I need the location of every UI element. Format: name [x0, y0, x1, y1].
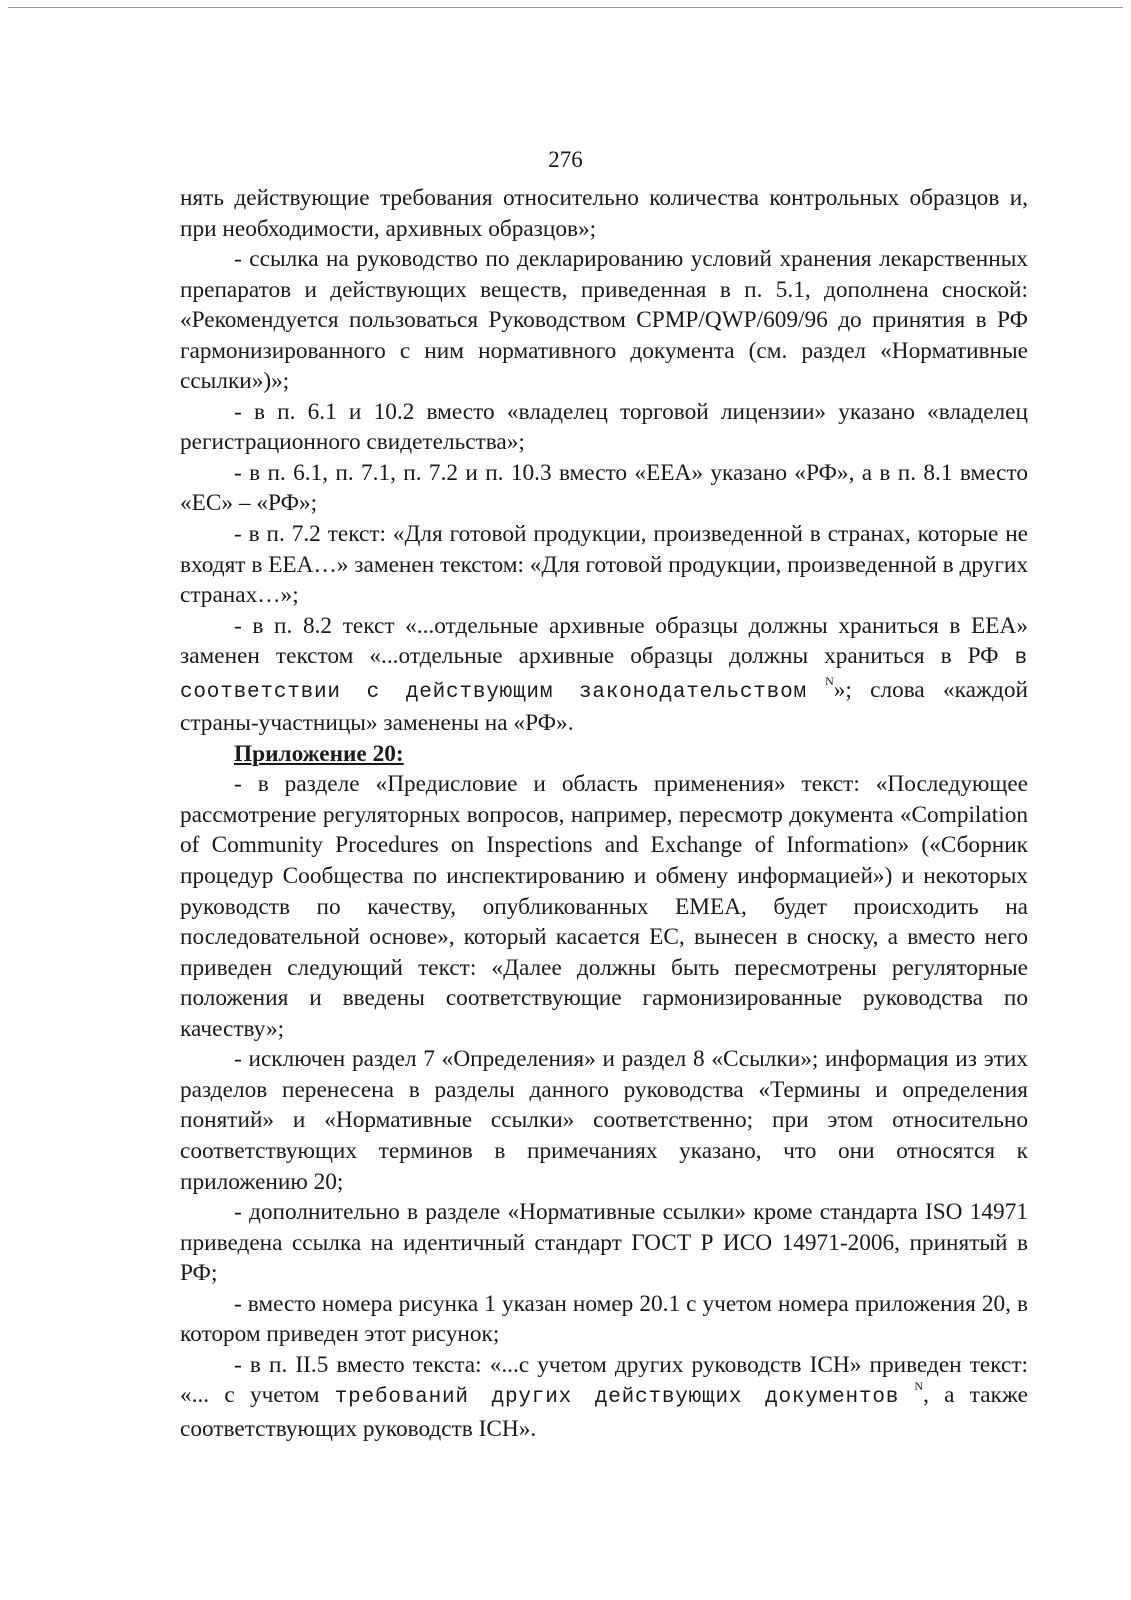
document-body: [180, 183, 1028, 1444]
top-border-line: [8, 7, 1123, 8]
paragraph-continuation: нять действующие требования относительно количества контрольных образцов и, при необходимости, архивных образцов»;: [180, 185, 1028, 242]
paragraph-archive-samples-text-b: »; слова «каждой страны-участницы» заменены на «РФ».: [180, 676, 1028, 737]
paragraph-figure-number: - вместо номера рисунка 1 указан номер 20.1 с учетом номера приложения 20, в котором приведен этот рисунок;: [180, 1290, 1028, 1348]
paragraph-eea-rf: - в п. 6.1, п. 7.1, п. 7.2 и п. 10.3 вместо «EEA» указано «РФ», а в п. 8.1 вместо «ЕС» – «РФ»;: [180, 459, 1028, 517]
paragraph-sections-excluded: - исключен раздел 7 «Определения» и раздел 8 «Ссылки»; информация из этих разделов перенесена в разделы данного руководства «Термины и определения понятий» и «Нормативные ссылки» соответственно; при этом относительно соответствующих терминов в примечаниях указано, что они относятся к приложению 20;: [180, 1046, 1028, 1195]
page-number: 276: [548, 147, 583, 172]
paragraph-preface-scope: - в разделе «Предисловие и область применения» текст: «Последующее рассмотрение регуляторных вопросов, например, пересмотр документа «Compilation of Community Procedures on Inspections and Exchange of Information» («Сборник процедур Сообщества по инспектированию и обмену информацией») и некоторых руководств по качеству, опубликованных EMEA, будет происходить на последовательной основе», который касается ЕС, вынесен в сноску, а вместо него приведен следующий текст: «Далее должны быть пересмотрены регуляторные положения и введены соответствующие гармонизированные руководства по качеству»;: [180, 771, 1028, 1042]
paragraph-ich-guidance-inserted-text: требований других действующих документов: [334, 1386, 900, 1410]
paragraph-archive-samples: [180, 611, 1028, 739]
paragraph-storage-reference: - ссылка на руководство по декларированию условий хранения лекарственных препаратов и действующих веществ, приведенная в п. 5.1, дополнена сноской: «Рекомендуется пользоваться Руководством CPMP/QWP/609/96 до принятия в РФ гармонизированного с ним нормативного документа (см. раздел «Нормативные ссылки»)»;: [180, 246, 1028, 395]
paragraph-archive-samples-text-a: - в п. 8.2 текст «...отдельные архивные образцы должны храниться в EEA» заменен текстом «...отдельные архивные образцы должны храниться в РФ: [180, 612, 1028, 670]
annex-20-heading: Приложение 20:: [234, 740, 404, 767]
paragraph-license-holder: - в п. 6.1 и 10.2 вместо «владелец торговой лицензии» указано «владелец регистрационного свидетельства»;: [180, 398, 1028, 456]
paragraph-finished-product: - в п. 7.2 текст: «Для готовой продукции, произведенной в странах, которые не входят в EEA…» заменен текстом: «Для готовой продукции, произведенной в других странах…»;: [180, 521, 1028, 609]
paragraph-archive-samples-inserted-text: в соответствии с действующим законодательством: [180, 647, 1028, 704]
footnote-marker: N: [825, 673, 834, 688]
paragraph-ich-guidance: [180, 1350, 1028, 1445]
paragraph-iso-reference: - дополнительно в разделе «Нормативные ссылки» кроме стандарта ISO 14971 приведена ссылка на идентичный стандарт ГОСТ Р ИСО 14971-2006, принятый в РФ;: [180, 1199, 1028, 1287]
paragraph-ich-guidance-text-a: - в п. II.5 вместо текста: «...с учетом других руководств ICH» приведен текст: «... с учетом: [180, 1351, 1028, 1409]
paragraph-ich-guidance-text-b: , а также соответствующих руководств ICH».: [180, 1382, 1028, 1442]
footnote-marker: N: [914, 1379, 924, 1394]
